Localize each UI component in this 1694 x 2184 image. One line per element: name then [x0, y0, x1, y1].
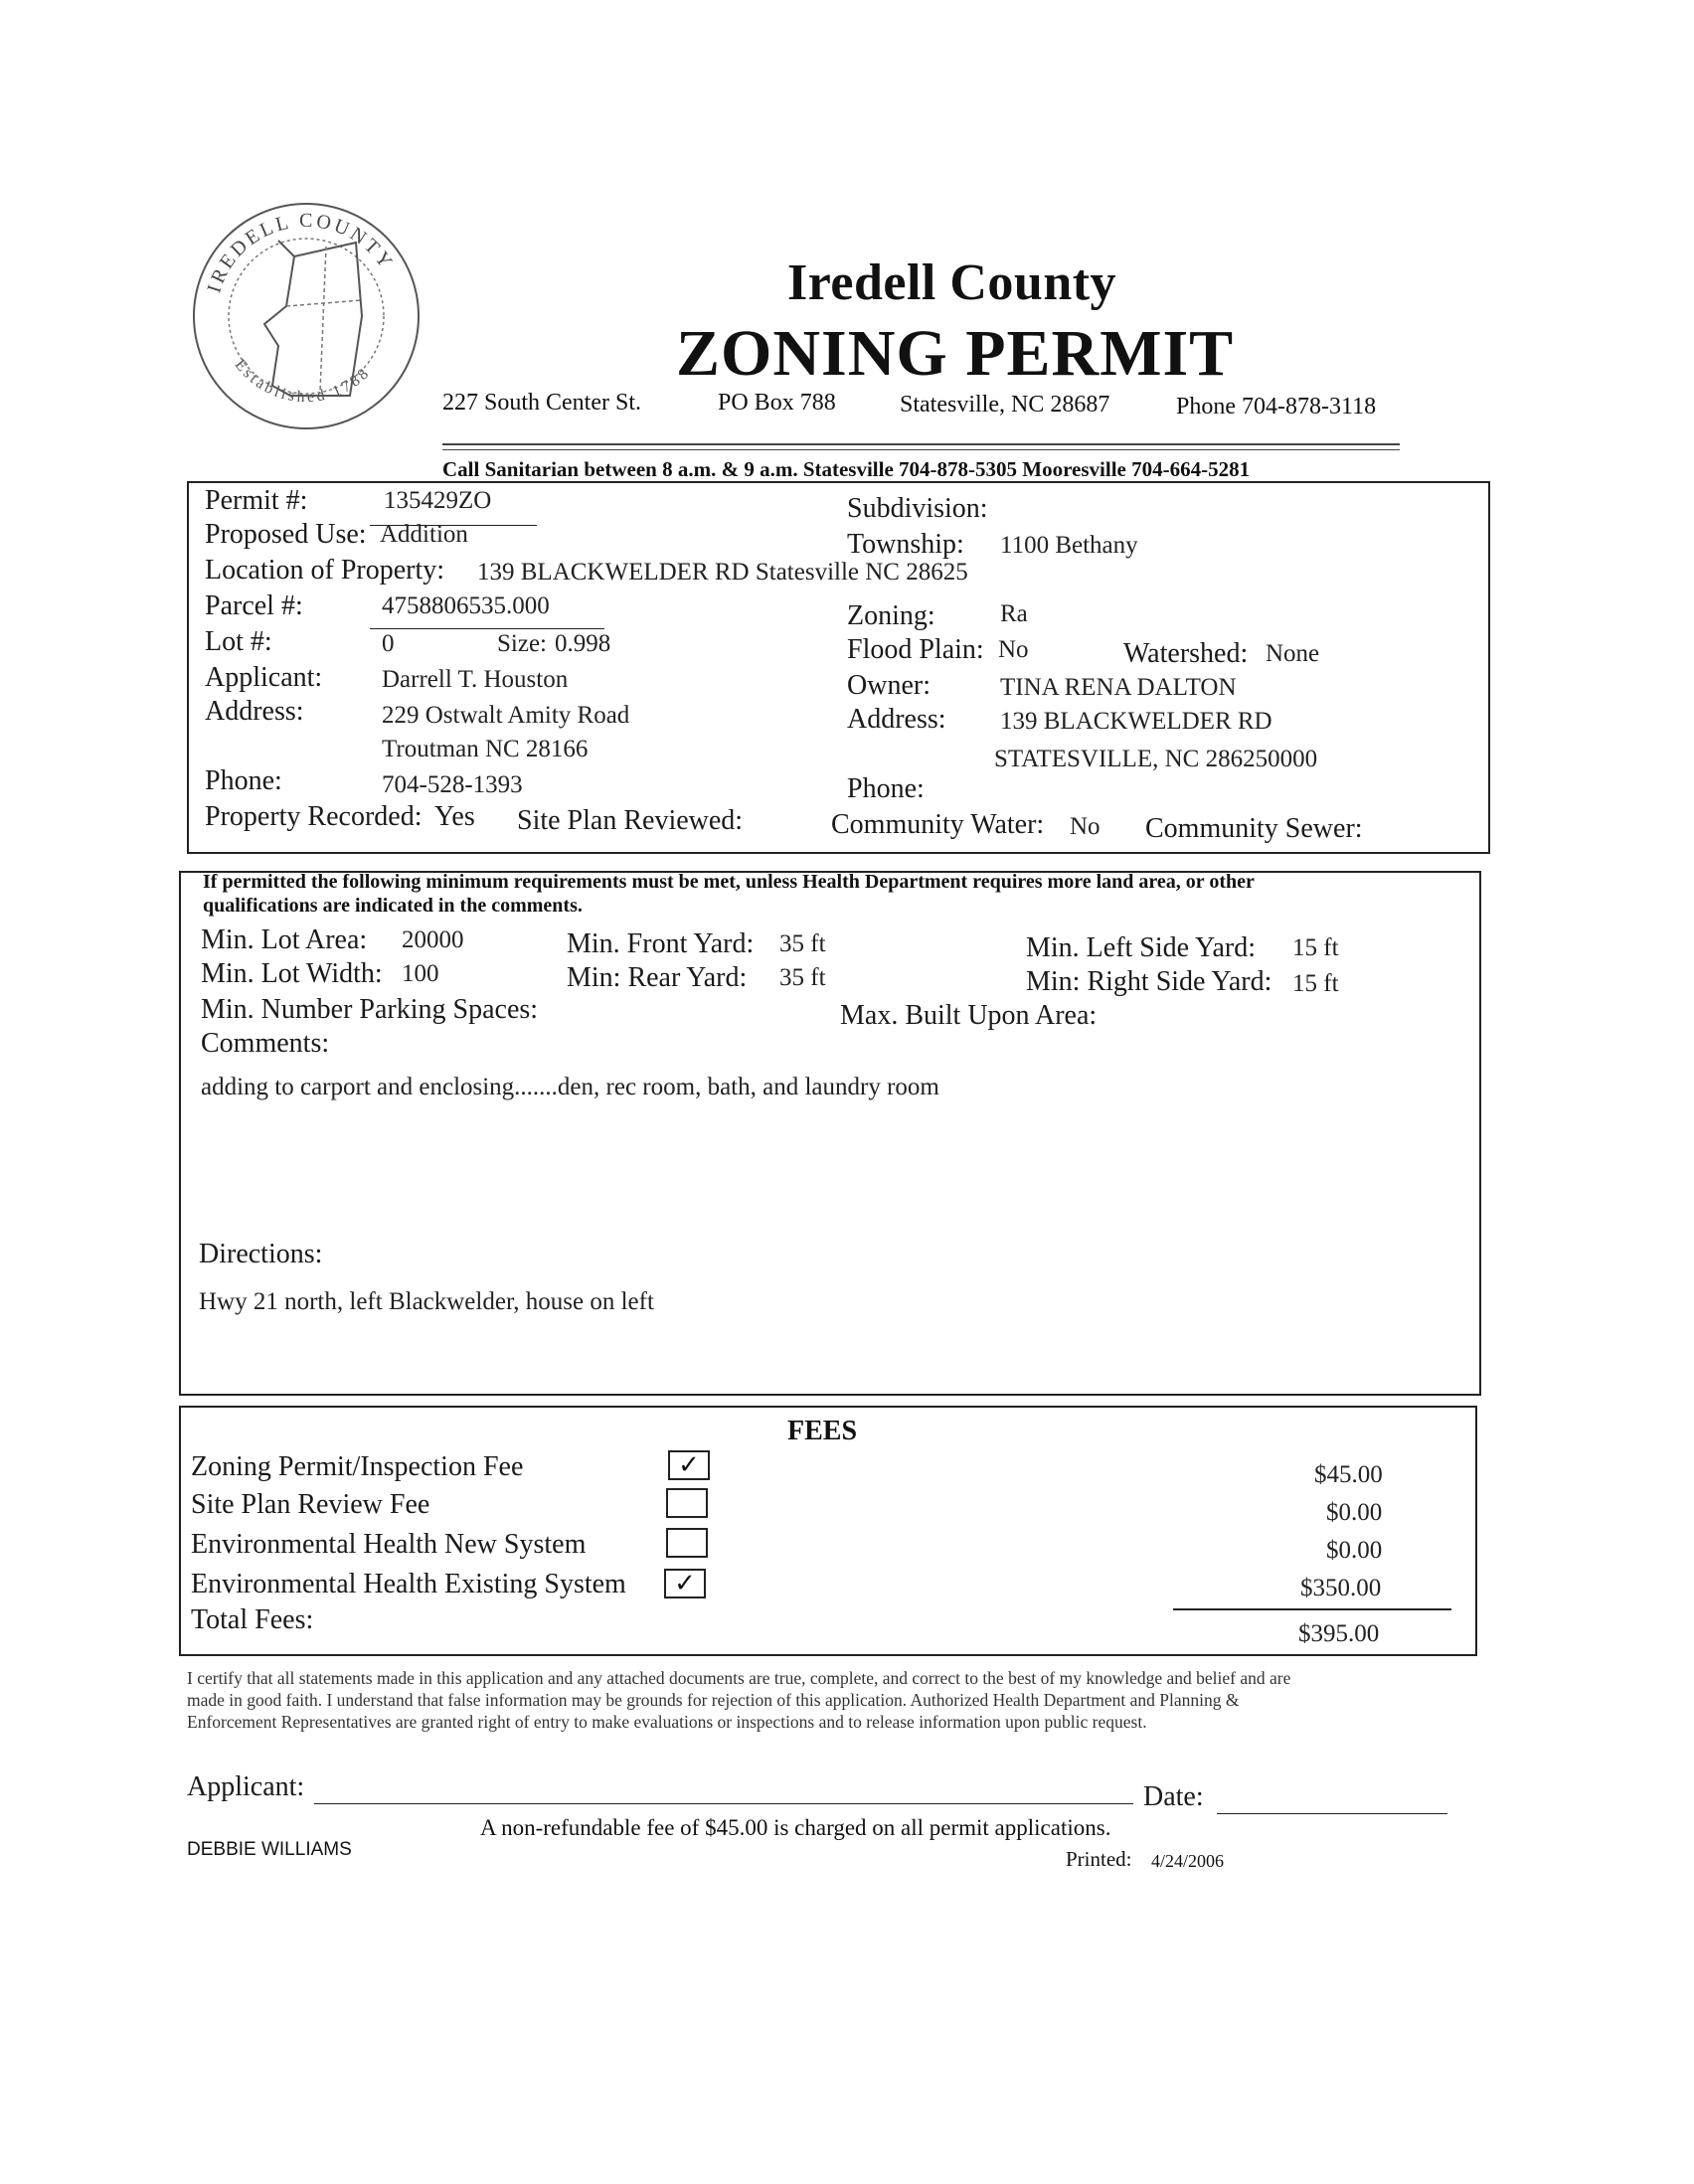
min-left-side-value: 15 ft	[1292, 934, 1339, 961]
fees-total-label: Total Fees:	[191, 1604, 314, 1635]
requirements-notice-2: qualifications are indicated in the comments.	[203, 895, 583, 917]
flood-plain-value: No	[998, 636, 1029, 663]
directions-value: Hwy 21 north, left Blackwelder, house on left	[199, 1288, 654, 1315]
office-phone: Phone 704-878-3118	[1176, 394, 1377, 420]
owner-phone-label: Phone:	[847, 773, 925, 804]
max-built-label: Max. Built Upon Area:	[840, 1000, 1098, 1031]
fee-label-eh-new: Environmental Health New System	[191, 1529, 587, 1560]
community-water-label: Community Water:	[831, 809, 1045, 840]
fee-checkbox-site-plan[interactable]	[666, 1488, 708, 1518]
fee-amount-eh-new: $0.00	[1326, 1537, 1383, 1564]
location-value: 139 BLACKWELDER RD Statesville NC 28625	[477, 559, 968, 586]
svg-text:IREDELL COUNTY: IREDELL COUNTY	[203, 209, 399, 296]
certification-line-3: Enforcement Representatives are granted right of entry to make evaluations or inspections and to release information upon public request.	[187, 1712, 1147, 1732]
applicant-address-label: Address:	[205, 696, 304, 727]
svg-text:Established 1788: Established 1788	[231, 356, 375, 407]
county-name: Iredell County	[787, 254, 1117, 311]
header-divider-thin	[442, 449, 1400, 450]
property-recorded-value: Yes	[434, 801, 475, 832]
requirements-box	[179, 871, 1481, 1396]
office-pobox: PO Box 788	[718, 390, 836, 416]
min-parking-label: Min. Number Parking Spaces:	[201, 994, 539, 1025]
township-label: Township:	[847, 529, 964, 560]
requirements-notice: If permitted the following minimum requirements must be met, unless Health Department requires more land area, or other	[203, 871, 1255, 893]
fee-label-site-plan: Site Plan Review Fee	[191, 1489, 430, 1520]
community-water-value: No	[1070, 813, 1101, 840]
sanitarian-notice: Call Sanitarian between 8 a.m. & 9 a.m. Statesville 704-878-5305 Mooresville 704-664-5281	[442, 457, 1251, 481]
fee-checkbox-eh-existing[interactable]: ✓	[664, 1569, 706, 1598]
header-divider	[442, 443, 1400, 445]
fee-amount-zoning: $45.00	[1314, 1461, 1383, 1488]
owner-address-label: Address:	[847, 704, 946, 735]
comments-value: adding to carport and enclosing.......den, rec room, bath, and laundry room	[201, 1074, 939, 1100]
min-right-side-label: Min: Right Side Yard:	[1026, 966, 1272, 997]
township-value: 1100 Bethany	[1000, 532, 1138, 559]
proposed-use-label: Proposed Use:	[205, 519, 367, 550]
fees-total-rule	[1173, 1608, 1451, 1610]
printed-label: Printed:	[1066, 1847, 1132, 1871]
clerk-name: DEBBIE WILLIAMS	[187, 1839, 352, 1860]
fee-label-eh-existing: Environmental Health Existing System	[191, 1569, 626, 1599]
fee-checkbox-eh-new[interactable]	[666, 1528, 708, 1558]
comments-label: Comments:	[201, 1028, 330, 1059]
permit-number-label: Permit #:	[205, 485, 308, 516]
applicant-signature-line[interactable]	[314, 1803, 1133, 1804]
applicant-label: Applicant:	[205, 662, 323, 693]
office-street: 227 South Center St.	[442, 390, 642, 416]
lot-value: 0	[382, 630, 395, 657]
proposed-use-value: Addition	[380, 521, 468, 548]
community-sewer-label: Community Sewer:	[1145, 813, 1363, 844]
owner-address-line1: 139 BLACKWELDER RD	[1000, 708, 1272, 735]
min-left-side-label: Min. Left Side Yard:	[1026, 932, 1256, 963]
lot-underline	[370, 628, 604, 629]
min-rear-yard-label: Min: Rear Yard:	[567, 962, 748, 993]
watershed-value: None	[1266, 640, 1320, 667]
county-seal-icon	[187, 197, 425, 435]
lot-label: Lot #:	[205, 626, 272, 657]
page-title: ZONING PERMIT	[676, 317, 1235, 390]
property-recorded-label: Property Recorded:	[205, 801, 423, 832]
owner-value: TINA RENA DALTON	[1000, 674, 1237, 701]
fee-label-zoning: Zoning Permit/Inspection Fee	[191, 1451, 524, 1482]
owner-address-line2: STATESVILLE, NC 286250000	[994, 746, 1318, 772]
proposed-use-underline	[370, 525, 537, 526]
applicant-address-line2: Troutman NC 28166	[382, 736, 589, 762]
watershed-label: Watershed:	[1123, 638, 1249, 669]
fee-amount-site-plan: $0.00	[1326, 1499, 1383, 1526]
size-label: Size:	[497, 630, 547, 657]
flood-plain-label: Flood Plain:	[847, 634, 984, 665]
fees-total-value: $395.00	[1298, 1620, 1380, 1647]
permit-number-value: 135429ZO	[384, 487, 492, 514]
min-lot-width-value: 100	[402, 960, 439, 987]
location-label: Location of Property:	[205, 555, 445, 586]
fee-checkbox-zoning[interactable]: ✓	[668, 1450, 710, 1480]
min-front-yard-value: 35 ft	[779, 930, 826, 957]
date-line[interactable]	[1217, 1813, 1447, 1814]
directions-label: Directions:	[199, 1239, 323, 1269]
min-front-yard-label: Min. Front Yard:	[567, 928, 755, 959]
printed-date: 4/24/2006	[1151, 1851, 1225, 1871]
zoning-value: Ra	[1000, 600, 1028, 627]
site-plan-label: Site Plan Reviewed:	[517, 805, 744, 836]
applicant-phone-value: 704-528-1393	[382, 771, 523, 798]
applicant-address-line1: 229 Ostwalt Amity Road	[382, 702, 630, 729]
min-lot-area-label: Min. Lot Area:	[201, 924, 368, 955]
applicant-signature-label: Applicant:	[187, 1771, 305, 1802]
size-value: 0.998	[555, 630, 611, 657]
fees-title: FEES	[787, 1416, 858, 1446]
owner-label: Owner:	[847, 670, 931, 701]
date-label: Date:	[1143, 1781, 1204, 1812]
certification-line-1: I certify that all statements made in this application and any attached documents are true, complete, and correct to the best of my knowledge and belief and are	[187, 1668, 1291, 1688]
min-lot-area-value: 20000	[402, 926, 464, 953]
parcel-value: 4758806535.000	[382, 592, 550, 619]
min-lot-width-label: Min. Lot Width:	[201, 958, 383, 989]
office-city: Statesville, NC 28687	[900, 392, 1110, 418]
applicant-phone-label: Phone:	[205, 765, 282, 796]
fee-notice: A non-refundable fee of $45.00 is charged on all permit applications.	[480, 1815, 1111, 1840]
applicant-value: Darrell T. Houston	[382, 666, 569, 693]
min-right-side-value: 15 ft	[1292, 970, 1339, 997]
zoning-label: Zoning:	[847, 600, 935, 631]
subdivision-label: Subdivision:	[847, 493, 988, 524]
certification-line-2: made in good faith. I understand that false information may be grounds for rejection of this application. Authorized Health Department and Planning &	[187, 1690, 1240, 1710]
parcel-label: Parcel #:	[205, 590, 303, 621]
fee-amount-eh-existing: $350.00	[1300, 1575, 1382, 1601]
min-rear-yard-value: 35 ft	[779, 964, 826, 991]
